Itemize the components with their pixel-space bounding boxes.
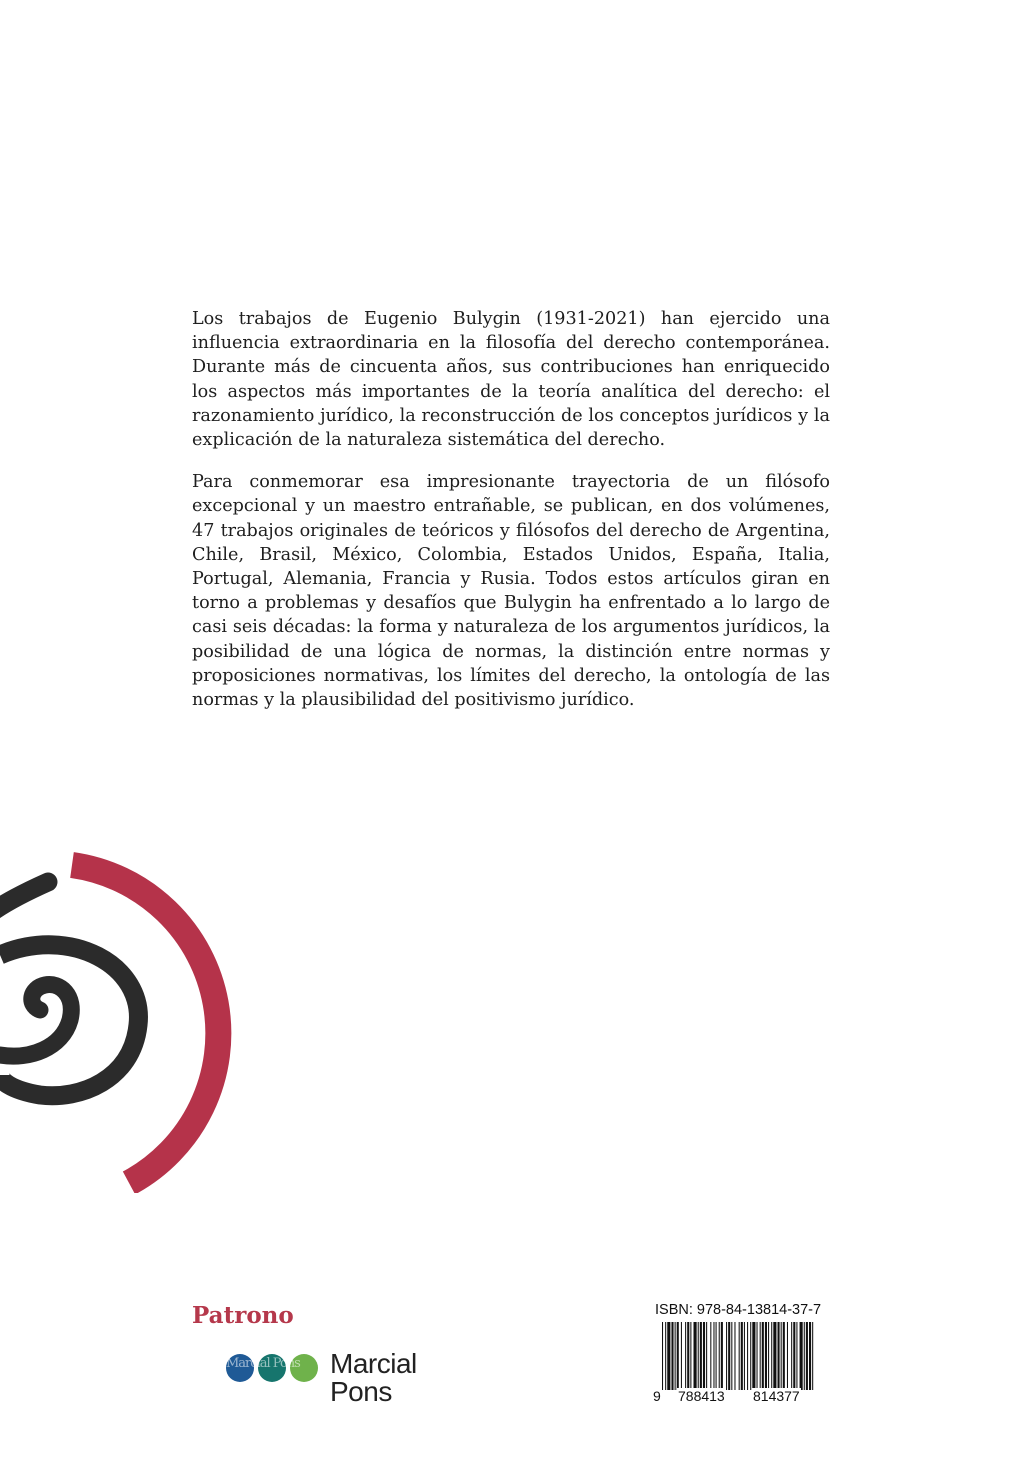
spiral-dark-curve <box>0 882 48 910</box>
barcode-bar <box>671 1322 673 1390</box>
barcode-bar <box>665 1322 666 1390</box>
barcode-digit-group-1: 788413 <box>678 1388 725 1404</box>
barcode-bar <box>773 1322 776 1390</box>
barcode-bar <box>793 1322 795 1390</box>
barcode-bar <box>667 1322 670 1390</box>
barcode-bar <box>734 1322 735 1390</box>
barcode-bar <box>787 1322 788 1390</box>
publisher-logo <box>226 1350 426 1410</box>
barcode-bar <box>716 1322 717 1390</box>
barcode-bar <box>690 1322 691 1390</box>
barcode-bar <box>760 1322 761 1390</box>
barcode-bar <box>778 1322 780 1390</box>
barcode-bar <box>750 1322 751 1390</box>
barcode-bar <box>681 1322 682 1390</box>
spiral-dark-inner <box>0 985 71 1057</box>
barcode-bar <box>771 1322 772 1390</box>
barcode-bar <box>662 1322 663 1390</box>
barcode-digits <box>652 1388 820 1408</box>
barcode-bar <box>694 1322 697 1390</box>
publisher-dots-overlay-text: Marcial Pons <box>226 1356 300 1371</box>
barcode-bar <box>800 1322 803 1390</box>
barcode-bar <box>726 1322 727 1390</box>
barcode-bar <box>781 1322 782 1390</box>
barcode-bar <box>675 1322 676 1390</box>
barcode-bar <box>713 1322 714 1390</box>
barcode-bar <box>762 1322 764 1390</box>
barcode-bar <box>700 1322 702 1390</box>
blurb-paragraph-1: Los trabajos de Eugenio Bulygin (1931-2021) han ejercido una influencia extraordinaria en la filosofía del derecho contemporánea. Durante más de cincuenta años, sus contribuciones han enriquecido los aspectos más importantes de la teoría analítica del derecho: el razonamiento jurídico, la reconstrucción de los conceptos jurídicos y la explicación de la naturaleza sistemática del derecho. <box>192 309 830 451</box>
barcode-bar <box>752 1322 755 1390</box>
publisher-name <box>330 1350 417 1406</box>
barcode-bar <box>757 1322 758 1390</box>
barcode-digit-group-2: 814377 <box>753 1388 800 1404</box>
barcode-bar <box>728 1322 730 1390</box>
barcode-bar <box>796 1322 797 1390</box>
barcode-bar <box>677 1322 679 1390</box>
publisher-name-line2: Pons <box>330 1376 392 1407</box>
spiral-icon <box>0 848 270 1193</box>
barcode-bar <box>731 1322 732 1390</box>
blurb-paragraph-2: Para conmemorar esa impresionante trayectoria de un filósofo excepcional y un maestro entrañable, se publican, en dos volúmenes, 47 trabajos originales de teóricos y filósofos del derecho de Argentina, Chile, Brasil, México, Colombia, Estados Unidos, España, Italia, Portugal, Alemania, Francia y Rusia. Todos estos artículos giran en torno a problemas y desafíos que Bulygin ha enfrentado a lo largo de casi seis décadas: la forma y naturaleza de los argumentos jurídicos, la posibilidad de una lógica de normas, la distinción entre normas y proposiciones normativas, los límites del derecho, la ontología de las normas y la plausibilidad del positivismo jurídico. <box>192 472 830 711</box>
barcode-digit-lead: 9 <box>653 1388 661 1404</box>
barcode-bar <box>768 1322 769 1390</box>
barcode-bar <box>783 1322 785 1390</box>
barcode-bar <box>744 1322 745 1390</box>
barcode-bar <box>698 1322 699 1390</box>
barcode-bar <box>806 1322 808 1390</box>
publisher-dots-icon <box>226 1354 322 1382</box>
barcode-bar <box>741 1322 743 1390</box>
barcode-bar <box>719 1322 720 1390</box>
barcode-bar <box>721 1322 723 1390</box>
patron-label: Patrono <box>192 1302 294 1329</box>
isbn-block <box>652 1302 832 1412</box>
barcode-bar <box>703 1322 705 1390</box>
barcode-bar <box>706 1322 707 1390</box>
barcode-icon <box>652 1322 820 1390</box>
back-cover-blurb <box>192 307 830 728</box>
barcode-bar <box>687 1322 689 1390</box>
isbn-label: ISBN: 978-84-13814-37-7 <box>655 1302 822 1318</box>
barcode-bar <box>791 1322 792 1390</box>
barcode-bar <box>812 1322 813 1390</box>
barcode-bar <box>809 1322 811 1390</box>
barcode-bar <box>804 1322 805 1390</box>
barcode-bar <box>685 1322 686 1390</box>
barcode-bar <box>747 1322 748 1390</box>
publisher-name-line1: Marcial <box>330 1348 417 1379</box>
barcode-bar <box>710 1322 711 1390</box>
barcode-bar <box>765 1322 767 1390</box>
barcode-bar <box>739 1322 740 1390</box>
